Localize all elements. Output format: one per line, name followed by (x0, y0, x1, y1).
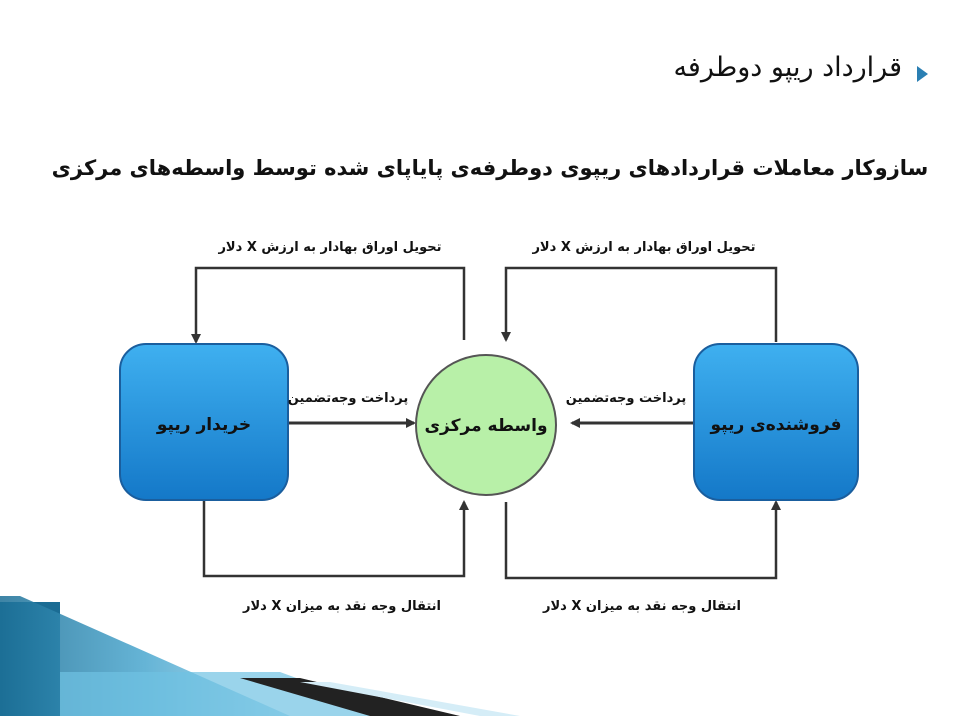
edge-label-mid-right: پرداخت وجه‌تضمین (565, 391, 687, 406)
edge-top-left (196, 268, 464, 342)
node-seller (694, 344, 858, 500)
node-buyer (120, 344, 288, 500)
edge-bottom-left (204, 500, 464, 576)
edge-top-right (506, 268, 776, 342)
node-center-label: واسطه مرکزی (424, 416, 548, 436)
node-center (416, 355, 556, 495)
edge-label-bottom-left: انتقال وجه نقد به میزان X دلار (242, 599, 442, 614)
decorative-corner-stripes (0, 596, 520, 716)
edge-bottom-right (506, 502, 776, 578)
node-buyer-label: خریدار ریپو (156, 415, 252, 435)
edge-label-top-left: تحویل اوراق بهادار به ارزش X دلار (218, 240, 442, 255)
slide-title: قرارداد ریپو دوطرفه (673, 52, 902, 83)
edge-label-mid-left: پرداخت وجه‌تضمین (287, 391, 409, 406)
edge-label-bottom-right: انتقال وجه نقد به میزان X دلار (542, 599, 742, 614)
edge-label-top-right: تحویل اوراق بهادار به ارزش X دلار (532, 240, 756, 255)
node-seller-label: فروشنده‌ی ریپو (710, 415, 842, 435)
diagram-title: سازوکار معاملات قراردادهای ریپوی دوطرفه‌ی پایاپای شده توسط واسطه‌های مرکزی (51, 156, 929, 180)
